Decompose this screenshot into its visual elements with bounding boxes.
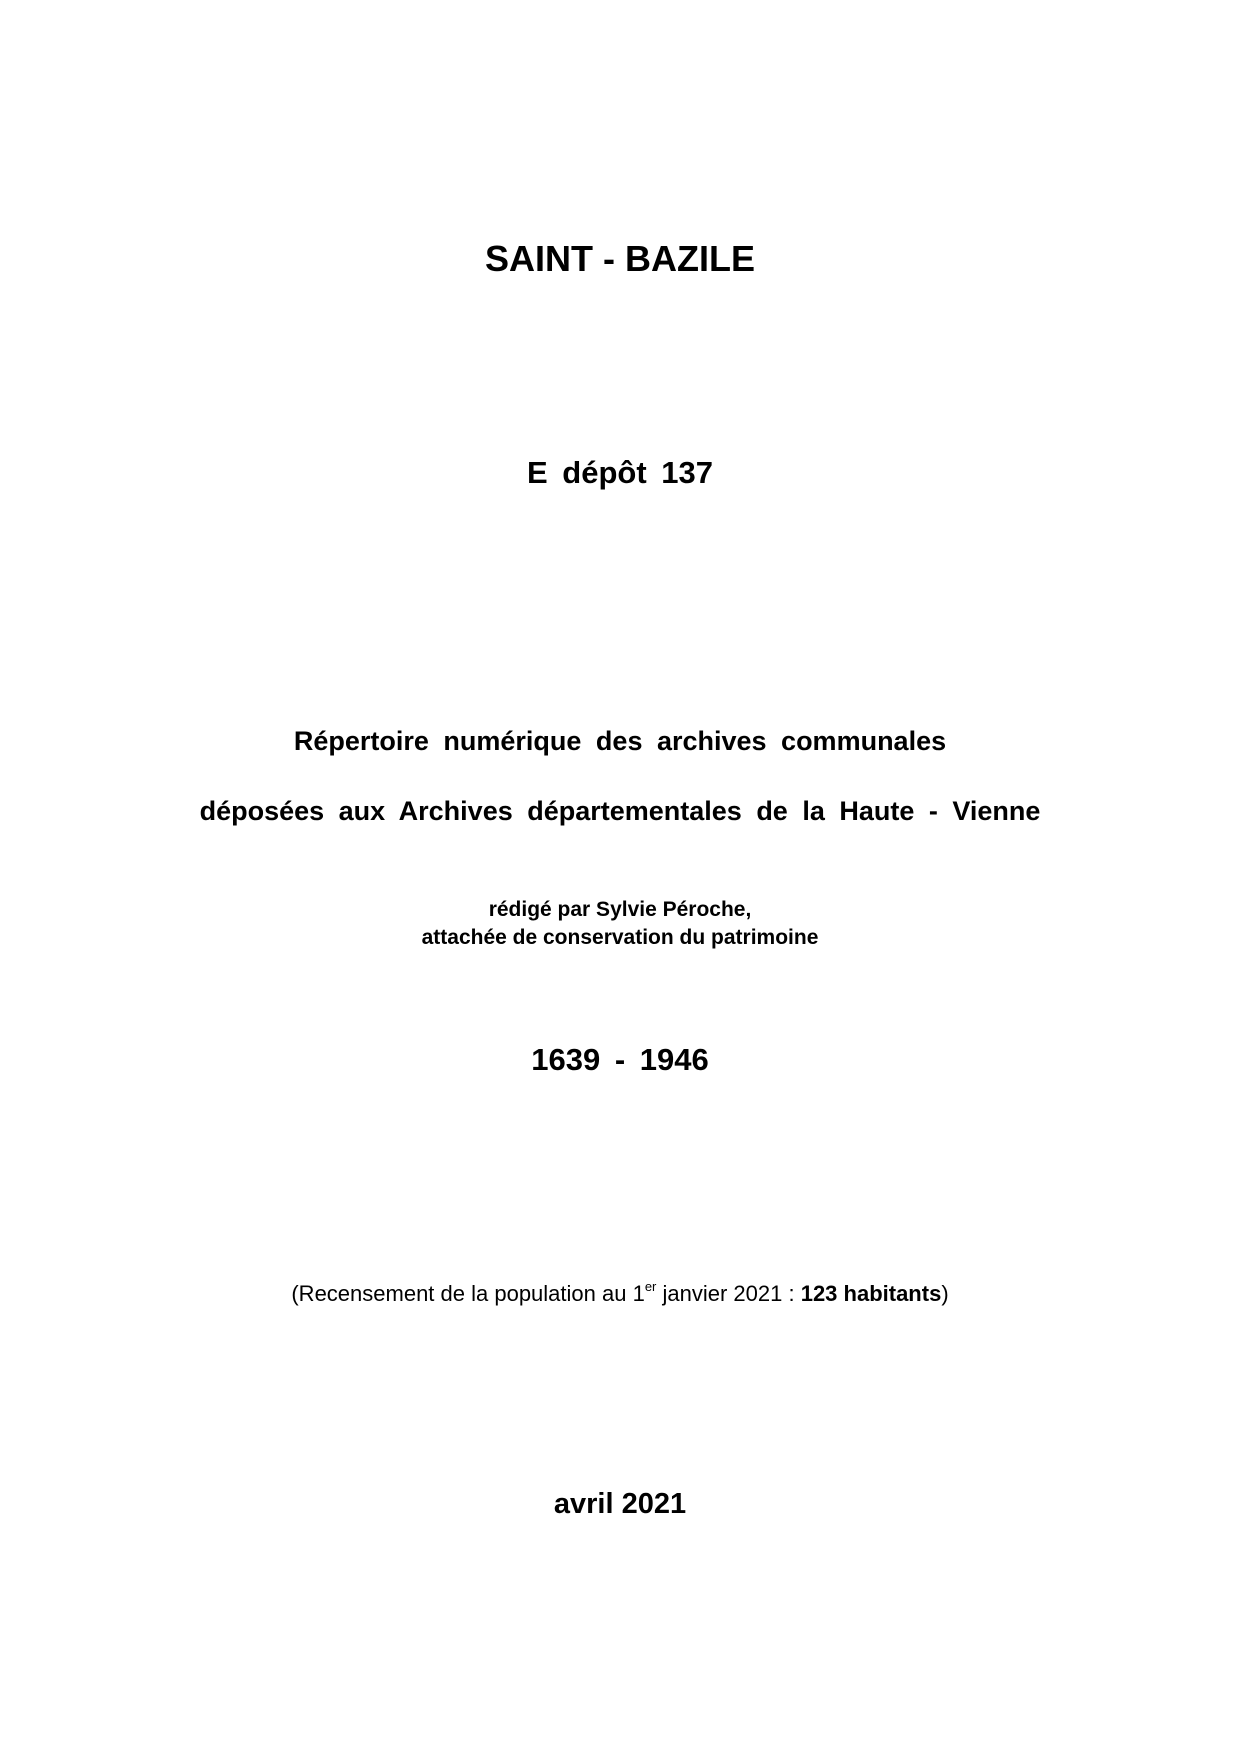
repertoire-line-2: déposées aux Archives départementales de la Haute - Vienne [199,796,1041,826]
author-line-1: rédigé par Sylvie Péroche, [488,898,752,921]
publication-date: avril 2021 [553,1488,687,1520]
author-line-2: attachée de conservation du patrimoine [421,926,819,949]
census-ordinal: er [644,1278,657,1294]
census-suffix: ) [941,1281,949,1306]
census-note [0,1278,1240,1307]
deposit-reference: E dépôt 137 [527,455,713,490]
census-middle: janvier 2021 : [656,1281,801,1306]
page-title: SAINT - BAZILE [485,238,755,279]
census-prefix: (Recensement de la population au 1 [291,1281,645,1306]
repertoire-line-1: Répertoire numérique des archives communales [293,726,947,756]
date-range: 1639 - 1946 [531,1042,709,1077]
census-count: 123 habitants [800,1281,942,1306]
